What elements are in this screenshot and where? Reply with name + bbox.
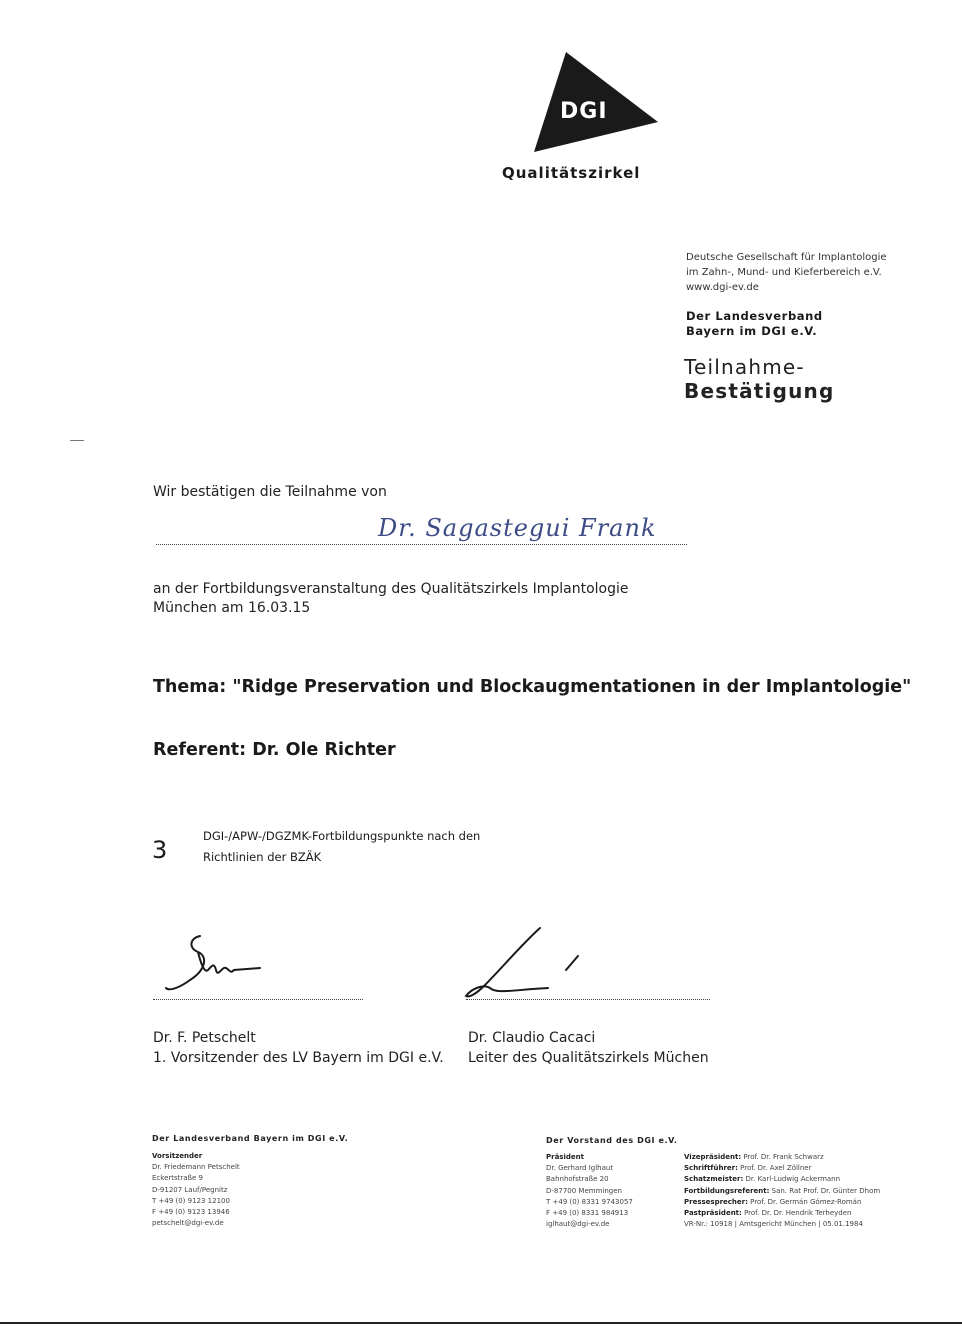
- points-number: 3: [152, 836, 168, 864]
- signer-1-role: 1. Vorsitzender des LV Bayern im DGI e.V.: [153, 1050, 444, 1066]
- points-line-2: Richtlinien der BZÄK: [203, 850, 322, 864]
- signature-petschelt: [160, 930, 270, 1000]
- footer-board-members: [684, 1152, 880, 1230]
- participant-name-line: [156, 544, 687, 545]
- signature-cacaci: [462, 924, 592, 1002]
- footer-lv-address: [152, 1151, 240, 1229]
- bottom-edge-rule: [0, 1322, 962, 1324]
- signer-2-role: Leiter des Qualitätszirkels Müchen: [468, 1050, 709, 1066]
- footer-vorstand-line: iglhaut@dgi-ev.de: [546, 1220, 610, 1229]
- logo-text: DGI: [560, 99, 608, 124]
- registry-line: VR-Nr.: 10918 | Amtsgericht München | 05.01.1984: [684, 1220, 863, 1229]
- board-row: Schriftführer: Prof. Dr. Axel Zöllner: [684, 1164, 812, 1173]
- org-url: www.dgi-ev.de: [686, 282, 759, 293]
- signer-1-name: Dr. F. Petschelt: [153, 1030, 256, 1046]
- logo-caption: Qualitätszirkel: [502, 164, 641, 182]
- event-line-1: an der Fortbildungsveranstaltung des Qualitätszirkels Implantologie: [153, 581, 629, 597]
- footer-lv-line: D-91207 Lauf/Pegnitz: [152, 1185, 228, 1194]
- footer-vorstand-heading: Der Vorstand des DGI e.V.: [546, 1136, 678, 1145]
- board-row: Schatzmeister: Dr. Karl-Ludwig Ackermann: [684, 1175, 841, 1184]
- board-row: Fortbildungsreferent: San. Rat Prof. Dr. Günter Dhom: [684, 1186, 881, 1195]
- footer-vorstand-address: [546, 1152, 633, 1230]
- footer-lv-line: Eckertstraße 9: [152, 1174, 203, 1183]
- board-row: Pressesprecher: Prof. Dr. Germán Gómez-Román: [684, 1197, 862, 1206]
- footer-lv-line: Dr. Friedemann Petschelt: [152, 1163, 240, 1172]
- organization-block: [686, 250, 887, 295]
- footer-lv-line: T +49 (0) 9123 12100: [152, 1196, 230, 1205]
- thema-heading: Thema: "Ridge Preservation und Blockaugmentationen in der Implantologie": [153, 677, 912, 697]
- fold-mark: [70, 440, 84, 441]
- signer-1: [153, 1028, 444, 1068]
- footer-lv-line: F +49 (0) 9123 13946: [152, 1208, 230, 1217]
- signature-line-1: [153, 999, 363, 1000]
- signature-line-2: [466, 999, 710, 1000]
- intro-text: Wir bestätigen die Teilnahme von: [153, 484, 387, 500]
- footer-lv-heading: Der Landesverband Bayern im DGI e.V.: [152, 1134, 349, 1143]
- board-row: Pastpräsident: Prof. Dr. Dr. Hendrik Terheyden: [684, 1209, 852, 1218]
- footer-vorstand-line: D-87700 Memmingen: [546, 1186, 622, 1195]
- footer-vorstand-line: Dr. Gerhard Iglhaut: [546, 1164, 614, 1173]
- points-description: [203, 826, 480, 868]
- event-text: [153, 580, 628, 618]
- title-line-1: Teilnahme-: [684, 355, 805, 379]
- signer-2: [468, 1028, 709, 1068]
- org-line-1: Deutsche Gesellschaft für Implantologie: [686, 252, 887, 263]
- org-line-2: im Zahn-, Mund- und Kieferbereich e.V.: [686, 267, 882, 278]
- footer-lv-line: petschelt@dgi-ev.de: [152, 1219, 224, 1228]
- document-title: [684, 355, 835, 403]
- footer-vorstand-line: T +49 (0) 8331 9743057: [546, 1197, 633, 1206]
- landesverband-block: [686, 309, 823, 339]
- event-line-2: München am 16.03.15: [153, 600, 311, 616]
- participant-name-handwritten: Dr. Sagastegui Frank: [378, 514, 657, 542]
- board-row: Vizepräsident: Prof. Dr. Frank Schwarz: [684, 1153, 824, 1161]
- footer-lv-line: Vorsitzender: [152, 1152, 203, 1160]
- points-line-1: DGI-/APW-/DGZMK-Fortbildungspunkte nach den: [203, 829, 481, 843]
- dgi-logo: [530, 52, 660, 157]
- footer-vorstand-line: Präsident: [546, 1153, 584, 1161]
- lv-line-1: Der Landesverband: [686, 309, 823, 323]
- signer-2-name: Dr. Claudio Cacaci: [468, 1030, 596, 1046]
- referent-heading: Referent: Dr. Ole Richter: [153, 740, 396, 760]
- footer-vorstand-line: Bahnhofstraße 20: [546, 1175, 609, 1184]
- lv-line-2: Bayern im DGI e.V.: [686, 324, 818, 338]
- title-line-2: Bestätigung: [684, 379, 835, 403]
- footer-vorstand-line: F +49 (0) 8331 984913: [546, 1209, 629, 1218]
